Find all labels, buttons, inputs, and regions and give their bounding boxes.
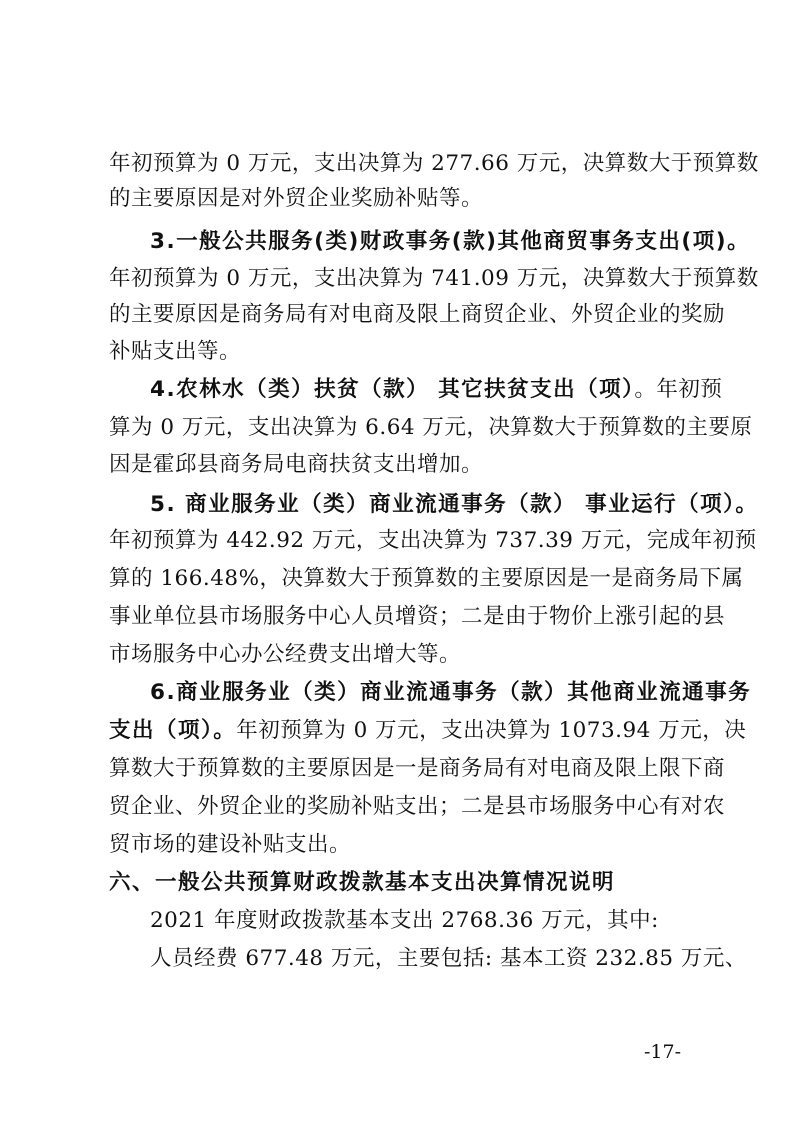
body-text-line: 算为 0 万元，支出决算为 6.64 万元，决算数大于预算数的主要原 xyxy=(109,415,753,440)
item4-heading-line xyxy=(150,375,722,405)
body-text-line: 的主要原因是商务局有对电商及限上商贸企业、外贸企业的奖励 xyxy=(109,302,726,327)
item5-heading: 5. 商业服务业（类）商业流通事务（款） 事业运行（项）。 xyxy=(150,492,759,517)
item6-heading-rest: 年初预算为 0 万元，支出决算为 1073.94 万元，决 xyxy=(236,718,747,743)
body-text-line: 因是霍邱县商务局电商扶贫支出增加。 xyxy=(109,452,484,477)
item6-heading: 6.商业服务业（类）商业流通事务（款）其他商业流通事务 xyxy=(150,680,752,705)
section-heading: 六、一般公共预算财政拨款基本支出决算情况说明 xyxy=(109,870,616,895)
body-text-line: 的主要原因是对外贸企业奖励补贴等。 xyxy=(109,186,484,211)
item3-heading: 3.一般公共服务(类)财政事务(款)其他商贸事务支出(项)。 xyxy=(150,229,751,254)
item4-heading-tail: 。年初预 xyxy=(634,377,723,402)
body-text-line: 补贴支出等。 xyxy=(109,339,242,364)
item6-heading-line2 xyxy=(109,716,746,746)
body-text-line: 市场服务中心办公经费支出增大等。 xyxy=(109,642,462,667)
body-text-line: 算数大于预算数的主要原因是一是商务局有对电商及限上限下商 xyxy=(109,756,726,781)
page-number: -17- xyxy=(644,1041,682,1063)
body-text-line: 贸企业、外贸企业的奖励补贴支出；二是县市场服务中心有对农 xyxy=(109,794,726,819)
body-text-line: 年初预算为 442.92 万元，支出决算为 737.39 万元，完成年初预 xyxy=(109,528,757,553)
item4-heading: 4.农林水（类）扶贫（款） 其它扶贫支出（项） xyxy=(150,377,635,402)
body-text-line: 事业单位县市场服务中心人员增资；二是由于物价上涨引起的县 xyxy=(109,604,726,629)
body-text-line: 年初预算为 0 万元，支出决算为 741.09 万元，决算数大于预算数 xyxy=(109,266,759,291)
body-text-line: 人员经费 677.48 万元，主要包括: 基本工资 232.85 万元、 xyxy=(150,946,747,971)
body-text-line: 算的 166.48%，决算数大于预算数的主要原因是一是商务局下属 xyxy=(109,566,744,591)
body-text-line: 贸市场的建设补贴支出。 xyxy=(109,832,352,857)
body-text-line: 2021 年度财政拨款基本支出 2768.36 万元，其中: xyxy=(150,908,659,933)
body-text-line: 年初预算为 0 万元，支出决算为 277.66 万元，决算数大于预算数 xyxy=(109,151,759,176)
item6-heading-bold: 支出（项）。 xyxy=(109,718,237,743)
